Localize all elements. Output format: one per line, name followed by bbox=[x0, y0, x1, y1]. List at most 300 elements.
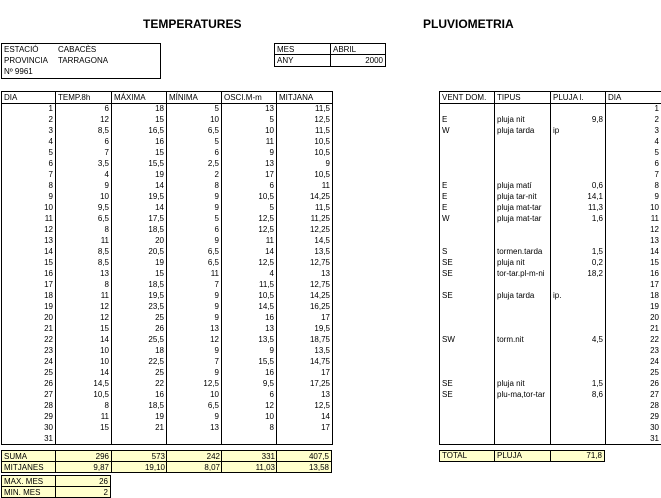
rain-cell: SE bbox=[440, 258, 495, 269]
temp-cell: 8 bbox=[2, 181, 56, 192]
rain-row bbox=[440, 434, 661, 445]
temp-header-cell: MÍNIMA bbox=[167, 92, 222, 104]
rain-cell bbox=[495, 104, 551, 115]
rain-cell: 4 bbox=[606, 137, 661, 148]
rain-cell: 24 bbox=[606, 357, 661, 368]
temp-row bbox=[2, 401, 333, 412]
temp-row bbox=[2, 379, 333, 390]
rain-cell: 16 bbox=[606, 269, 661, 280]
temp-cell: 13 bbox=[222, 324, 277, 335]
rain-cell: SE bbox=[440, 379, 495, 390]
temp-row bbox=[2, 159, 333, 170]
rain-row bbox=[440, 423, 661, 434]
temp-cell: 7 bbox=[167, 280, 222, 291]
temp-cell: 14,25 bbox=[277, 192, 333, 203]
temp-cell: 11,5 bbox=[277, 203, 333, 214]
rain-cell bbox=[495, 148, 551, 159]
rain-row bbox=[440, 335, 661, 346]
mes-label: MES bbox=[277, 45, 295, 54]
temp-cell: 12 bbox=[56, 302, 112, 313]
temp-cell: 11,5 bbox=[277, 126, 333, 137]
temp-cell: 18 bbox=[112, 104, 167, 115]
temp-cell: 22 bbox=[112, 379, 167, 390]
temp-cell: 17 bbox=[277, 423, 333, 434]
temp-cell: 18,75 bbox=[277, 335, 333, 346]
temp-cell: 10,5 bbox=[277, 137, 333, 148]
rain-row bbox=[440, 247, 661, 258]
temp-cell: 9 bbox=[167, 236, 222, 247]
rain-cell bbox=[495, 434, 551, 445]
temp-cell: 12,5 bbox=[222, 258, 277, 269]
rain-cell bbox=[440, 302, 495, 313]
temp-cell: 10 bbox=[167, 115, 222, 126]
rain-row bbox=[440, 412, 661, 423]
rain-cell: 31 bbox=[606, 434, 661, 445]
rain-row bbox=[440, 302, 661, 313]
temp-cell: 9,5 bbox=[222, 379, 277, 390]
temp-cell: 14 bbox=[112, 181, 167, 192]
temp-cell: 9 bbox=[2, 192, 56, 203]
rain-row bbox=[440, 115, 661, 126]
temp-cell: 14,5 bbox=[222, 302, 277, 313]
max-min-box bbox=[1, 475, 111, 498]
temp-row bbox=[2, 346, 333, 357]
temp-cell: 10,5 bbox=[56, 390, 112, 401]
temp-cell: 12 bbox=[167, 335, 222, 346]
temp-cell: 15,5 bbox=[112, 159, 167, 170]
rain-cell bbox=[551, 412, 606, 423]
temp-cell: 14 bbox=[277, 412, 333, 423]
rain-row bbox=[440, 258, 661, 269]
temp-header-cell: OSCI.M-m bbox=[222, 92, 277, 104]
temp-cell: 11 bbox=[222, 236, 277, 247]
rain-cell: 18,2 bbox=[551, 269, 606, 280]
temp-cell: 3,5 bbox=[56, 159, 112, 170]
temp-row bbox=[2, 203, 333, 214]
rain-cell: 23 bbox=[606, 346, 661, 357]
temp-cell: 10,5 bbox=[277, 170, 333, 181]
temp-cell: 15 bbox=[56, 423, 112, 434]
rain-cell bbox=[440, 368, 495, 379]
temp-cell: 10,5 bbox=[222, 291, 277, 302]
temp-cell: 9 bbox=[222, 148, 277, 159]
temp-row bbox=[2, 313, 333, 324]
rain-row bbox=[440, 126, 661, 137]
rain-cell: SW bbox=[440, 335, 495, 346]
mitjanes-maxima: 19,10 bbox=[144, 463, 165, 472]
temp-cell: 14 bbox=[222, 247, 277, 258]
rain-cell bbox=[551, 170, 606, 181]
rain-cell: pluja matí bbox=[495, 181, 551, 192]
rain-cell: 30 bbox=[606, 423, 661, 434]
rain-row bbox=[440, 269, 661, 280]
temp-cell: 9 bbox=[56, 181, 112, 192]
period-box bbox=[274, 43, 386, 67]
temp-cell: 7 bbox=[56, 148, 112, 159]
suma-oscil: 331 bbox=[261, 452, 275, 461]
temp-cell bbox=[112, 434, 167, 445]
temp-cell: 2 bbox=[2, 115, 56, 126]
temp-row bbox=[2, 137, 333, 148]
temp-cell: 17 bbox=[277, 313, 333, 324]
temp-cell: 12,25 bbox=[277, 225, 333, 236]
rain-cell bbox=[495, 324, 551, 335]
rain-cell: SE bbox=[440, 390, 495, 401]
rain-cell bbox=[551, 236, 606, 247]
rain-cell: E bbox=[440, 192, 495, 203]
rain-row bbox=[440, 192, 661, 203]
temp-cell: 14 bbox=[56, 335, 112, 346]
temp-cell: 7 bbox=[167, 357, 222, 368]
rain-cell: 1,6 bbox=[551, 214, 606, 225]
temp-row bbox=[2, 126, 333, 137]
rain-cell bbox=[440, 280, 495, 291]
temp-cell: 3 bbox=[2, 126, 56, 137]
rain-cell bbox=[495, 280, 551, 291]
rain-cell: ip bbox=[551, 126, 606, 137]
temp-cell: 6,5 bbox=[167, 126, 222, 137]
temp-cell: 5 bbox=[222, 115, 277, 126]
temp-cell bbox=[167, 434, 222, 445]
temp-cell: 8 bbox=[56, 225, 112, 236]
rain-row bbox=[440, 379, 661, 390]
rain-row bbox=[440, 214, 661, 225]
temp-cell: 26 bbox=[112, 324, 167, 335]
total-value: 71,8 bbox=[586, 451, 602, 460]
temp-cell: 6 bbox=[222, 181, 277, 192]
temp-cell: 11 bbox=[56, 412, 112, 423]
temp-row bbox=[2, 335, 333, 346]
station-label: ESTACIÓ bbox=[4, 45, 39, 54]
temp-cell: 25 bbox=[112, 368, 167, 379]
temp-cell: 12 bbox=[56, 313, 112, 324]
temp-cell: 5 bbox=[167, 137, 222, 148]
temp-cell: 7 bbox=[2, 170, 56, 181]
rain-row bbox=[440, 181, 661, 192]
temp-cell: 16 bbox=[2, 269, 56, 280]
rain-cell: SE bbox=[440, 291, 495, 302]
temp-cell: 22,5 bbox=[112, 357, 167, 368]
temp-row bbox=[2, 181, 333, 192]
rain-cell: 3 bbox=[606, 126, 661, 137]
temp-cell: 6 bbox=[2, 159, 56, 170]
temp-cell: 13 bbox=[56, 269, 112, 280]
temp-cell: 18,5 bbox=[112, 225, 167, 236]
rain-row bbox=[440, 291, 661, 302]
rain-cell: 11,3 bbox=[551, 203, 606, 214]
temp-cell: 29 bbox=[2, 412, 56, 423]
temp-cell: 20,5 bbox=[112, 247, 167, 258]
rain-cell bbox=[440, 159, 495, 170]
rain-cell bbox=[495, 225, 551, 236]
temp-cell: 11 bbox=[277, 181, 333, 192]
rain-cell bbox=[551, 434, 606, 445]
rain-cell bbox=[495, 159, 551, 170]
rain-row bbox=[440, 148, 661, 159]
temp-cell: 13 bbox=[167, 324, 222, 335]
rain-cell bbox=[551, 148, 606, 159]
temp-cell: 19 bbox=[2, 302, 56, 313]
rain-total bbox=[439, 450, 605, 462]
rain-row bbox=[440, 203, 661, 214]
temp-row bbox=[2, 280, 333, 291]
temp-cell: 15,5 bbox=[222, 357, 277, 368]
temp-row bbox=[2, 247, 333, 258]
temp-cell: 19 bbox=[112, 258, 167, 269]
rain-cell bbox=[440, 324, 495, 335]
rain-cell: 14 bbox=[606, 247, 661, 258]
rain-cell: 26 bbox=[606, 379, 661, 390]
temp-cell: 9 bbox=[167, 203, 222, 214]
temp-cell: 6 bbox=[56, 104, 112, 115]
temp-cell: 12 bbox=[56, 115, 112, 126]
temp-cell: 15 bbox=[112, 148, 167, 159]
rain-row bbox=[440, 357, 661, 368]
rain-cell bbox=[440, 137, 495, 148]
temp-cell: 13 bbox=[222, 104, 277, 115]
total-sublabel: PLUJA bbox=[497, 451, 522, 460]
temp-cell: 5 bbox=[2, 148, 56, 159]
rain-cell bbox=[440, 104, 495, 115]
temp-cell: 14 bbox=[2, 247, 56, 258]
temp-cell: 19 bbox=[112, 170, 167, 181]
temp-cell: 14,75 bbox=[277, 357, 333, 368]
rain-cell bbox=[551, 302, 606, 313]
suma-temp8h: 296 bbox=[95, 452, 109, 461]
rain-cell bbox=[551, 280, 606, 291]
station-info-box bbox=[1, 43, 161, 79]
rain-cell bbox=[495, 302, 551, 313]
rain-cell bbox=[440, 236, 495, 247]
temp-cell: 11 bbox=[2, 214, 56, 225]
rain-cell: S bbox=[440, 247, 495, 258]
temp-cell: 14 bbox=[112, 203, 167, 214]
rain-cell bbox=[551, 104, 606, 115]
temp-cell: 9 bbox=[167, 302, 222, 313]
temp-cell: 9,5 bbox=[56, 203, 112, 214]
rain-row bbox=[440, 324, 661, 335]
temp-row bbox=[2, 170, 333, 181]
temp-cell: 15 bbox=[2, 258, 56, 269]
rain-cell: E bbox=[440, 203, 495, 214]
temp-cell: 13,5 bbox=[222, 335, 277, 346]
rain-cell bbox=[495, 236, 551, 247]
pluviometria-table bbox=[439, 91, 661, 445]
rain-row bbox=[440, 401, 661, 412]
temp-cell: 12,5 bbox=[167, 379, 222, 390]
rain-header-cell: VENT DOM. bbox=[440, 92, 495, 104]
rain-row bbox=[440, 346, 661, 357]
station-value: CABACÈS bbox=[58, 45, 97, 54]
rain-cell: 20 bbox=[606, 313, 661, 324]
temp-cell: 8,5 bbox=[56, 258, 112, 269]
temp-cell: 19 bbox=[112, 412, 167, 423]
temp-cell: 17,5 bbox=[112, 214, 167, 225]
temp-header-cell: DIA bbox=[2, 92, 56, 104]
rain-cell: W bbox=[440, 126, 495, 137]
temp-cell: 9 bbox=[167, 291, 222, 302]
mitjanes-minima: 8,07 bbox=[204, 463, 220, 472]
rain-cell: 2 bbox=[606, 115, 661, 126]
rain-cell: 12 bbox=[606, 225, 661, 236]
rain-cell bbox=[440, 148, 495, 159]
temp-cell: 9 bbox=[167, 192, 222, 203]
temp-cell: 16,25 bbox=[277, 302, 333, 313]
rain-row bbox=[440, 368, 661, 379]
temp-row bbox=[2, 357, 333, 368]
temp-cell: 9 bbox=[167, 412, 222, 423]
temp-cell: 2,5 bbox=[167, 159, 222, 170]
temp-row bbox=[2, 390, 333, 401]
temp-row bbox=[2, 192, 333, 203]
rain-cell: plu-ma,tor-tar bbox=[495, 390, 551, 401]
rain-cell: 25 bbox=[606, 368, 661, 379]
temp-cell: 15 bbox=[56, 324, 112, 335]
temp-cell: 31 bbox=[2, 434, 56, 445]
rain-cell bbox=[440, 346, 495, 357]
rain-cell bbox=[551, 313, 606, 324]
temp-cell: 10 bbox=[222, 412, 277, 423]
rain-cell: tormen.tarda bbox=[495, 247, 551, 258]
temp-cell: 9 bbox=[222, 346, 277, 357]
mitjanes-oscil: 11,03 bbox=[255, 463, 275, 472]
temp-row bbox=[2, 324, 333, 335]
rain-cell: pluja tarda bbox=[495, 126, 551, 137]
rain-row bbox=[440, 280, 661, 291]
temp-cell: 16 bbox=[112, 137, 167, 148]
temp-row bbox=[2, 225, 333, 236]
suma-minima: 242 bbox=[206, 452, 220, 461]
any-label: ANY bbox=[277, 56, 294, 65]
rain-cell: 15 bbox=[606, 258, 661, 269]
temp-row bbox=[2, 434, 333, 445]
rain-cell: 10 bbox=[606, 203, 661, 214]
temp-cell: 8 bbox=[167, 181, 222, 192]
temp-cell: 11,5 bbox=[277, 104, 333, 115]
temp-cell: 20 bbox=[2, 313, 56, 324]
temp-row bbox=[2, 214, 333, 225]
rain-cell: 8,6 bbox=[551, 390, 606, 401]
temp-cell: 9 bbox=[277, 159, 333, 170]
temp-cell: 25 bbox=[112, 313, 167, 324]
temp-cell: 25 bbox=[2, 368, 56, 379]
temp-cell: 14,25 bbox=[277, 291, 333, 302]
rain-cell: SE bbox=[440, 269, 495, 280]
rain-cell bbox=[440, 357, 495, 368]
min-mes-label: MIN. MES bbox=[4, 488, 41, 497]
rain-cell bbox=[440, 170, 495, 181]
temp-cell: 8,5 bbox=[56, 126, 112, 137]
rain-cell bbox=[551, 346, 606, 357]
temp-cell bbox=[222, 434, 277, 445]
temp-cell: 17 bbox=[2, 280, 56, 291]
max-mes-value: 26 bbox=[99, 477, 108, 486]
temp-cell: 4 bbox=[2, 137, 56, 148]
rain-cell bbox=[440, 412, 495, 423]
temp-cell: 16 bbox=[112, 390, 167, 401]
suma-maxima: 573 bbox=[151, 452, 165, 461]
temp-cell: 12,5 bbox=[222, 214, 277, 225]
temperatures-title: TEMPERATURES bbox=[143, 17, 242, 31]
rain-cell: 0,6 bbox=[551, 181, 606, 192]
temp-cell: 12 bbox=[222, 401, 277, 412]
rain-cell: 8 bbox=[606, 181, 661, 192]
rain-header-cell: DIA bbox=[606, 92, 661, 104]
temp-cell: 16 bbox=[222, 368, 277, 379]
temp-cell: 11,25 bbox=[277, 214, 333, 225]
rain-cell: 1,5 bbox=[551, 247, 606, 258]
rain-cell: 19 bbox=[606, 302, 661, 313]
temp-cell: 16,5 bbox=[112, 126, 167, 137]
temp-row bbox=[2, 269, 333, 280]
temp-cell: 10 bbox=[56, 192, 112, 203]
rain-cell bbox=[440, 225, 495, 236]
temp-cell: 10 bbox=[56, 357, 112, 368]
temp-row bbox=[2, 148, 333, 159]
temp-cell: 13 bbox=[2, 236, 56, 247]
rain-cell bbox=[495, 137, 551, 148]
temp-cell: 11,5 bbox=[222, 280, 277, 291]
rain-row bbox=[440, 104, 661, 115]
rain-cell: 9,8 bbox=[551, 115, 606, 126]
rain-cell: 29 bbox=[606, 412, 661, 423]
rain-cell: torm.nit bbox=[495, 335, 551, 346]
rain-cell: pluja nit bbox=[495, 115, 551, 126]
rain-cell: pluja nit bbox=[495, 258, 551, 269]
rain-cell bbox=[495, 423, 551, 434]
temp-cell: 25,5 bbox=[112, 335, 167, 346]
temp-cell: 12 bbox=[2, 225, 56, 236]
temp-cell: 12,75 bbox=[277, 280, 333, 291]
rain-cell: 5 bbox=[606, 148, 661, 159]
rain-cell bbox=[551, 324, 606, 335]
temp-cell bbox=[277, 434, 333, 445]
temp-cell: 18,5 bbox=[112, 401, 167, 412]
rain-cell: pluja tar-nit bbox=[495, 192, 551, 203]
rain-cell bbox=[551, 357, 606, 368]
temp-cell: 15 bbox=[112, 269, 167, 280]
rain-cell bbox=[440, 423, 495, 434]
temp-cell: 10 bbox=[56, 346, 112, 357]
temp-cell: 23 bbox=[2, 346, 56, 357]
rain-cell: W bbox=[440, 214, 495, 225]
temp-cell: 24 bbox=[2, 357, 56, 368]
temp-cell: 4 bbox=[222, 269, 277, 280]
temp-cell: 9 bbox=[167, 313, 222, 324]
station-number: Nº 9961 bbox=[4, 67, 33, 76]
temp-cell: 13 bbox=[277, 269, 333, 280]
temp-cell: 30 bbox=[2, 423, 56, 434]
temp-cell: 14 bbox=[56, 368, 112, 379]
temp-cell: 23,5 bbox=[112, 302, 167, 313]
rain-row bbox=[440, 137, 661, 148]
temp-cell: 13,5 bbox=[277, 346, 333, 357]
temp-cell: 6,5 bbox=[167, 401, 222, 412]
rain-cell: 1,5 bbox=[551, 379, 606, 390]
rain-cell: pluja mat-tar bbox=[495, 203, 551, 214]
temp-cell: 11 bbox=[56, 236, 112, 247]
province-label: PROVINCIA bbox=[4, 56, 49, 65]
temp-cell: 4 bbox=[56, 170, 112, 181]
temp-cell: 14,5 bbox=[56, 379, 112, 390]
rain-cell: 27 bbox=[606, 390, 661, 401]
temp-cell: 18,5 bbox=[112, 280, 167, 291]
rain-cell: 6 bbox=[606, 159, 661, 170]
temp-cell: 14,5 bbox=[277, 236, 333, 247]
min-mes-value: 2 bbox=[103, 488, 108, 497]
mitjanes-mitjana: 13,58 bbox=[308, 463, 329, 472]
temp-row bbox=[2, 258, 333, 269]
